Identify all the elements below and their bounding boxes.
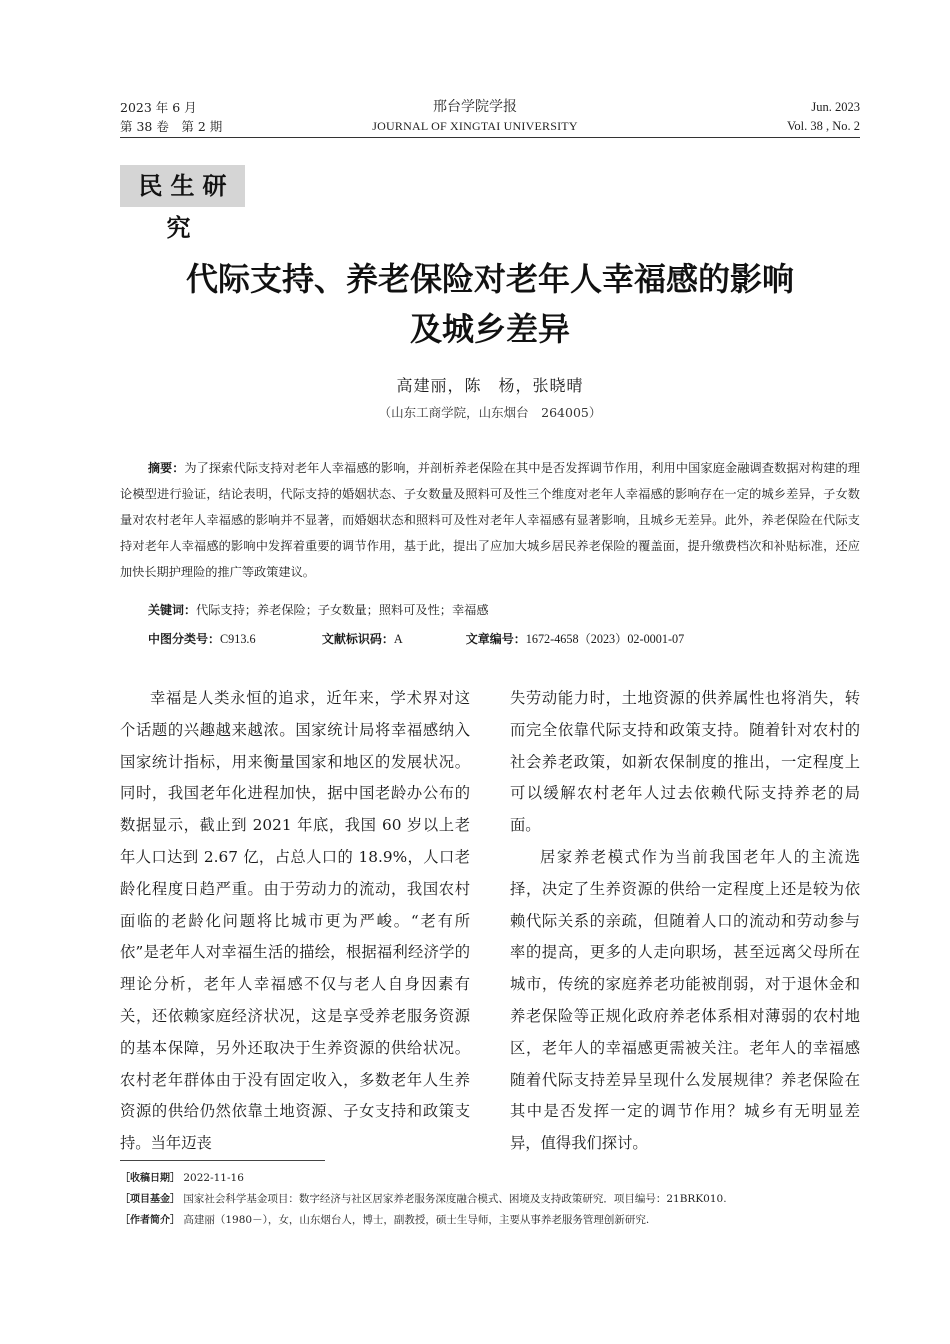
author-bio-label: ［作者简介］ xyxy=(120,1215,180,1226)
keywords-label: 关键词： xyxy=(148,603,197,617)
author-bio-value: 高建丽（1980－），女，山东烟台人，博士，副教授，硕士生导师，主要从事养老服务管理创新研究. xyxy=(183,1214,650,1226)
clc-code xyxy=(148,626,318,652)
article-title xyxy=(120,254,860,354)
footnote-received xyxy=(120,1168,860,1189)
abstract-text: 为了探索代际支持对老年人幸福感的影响，并剖析养老保险在其中是否发挥调节作用，利用中国家庭金融调查数据对构建的理论模型进行验证，结论表明，代际支持的婚姻状态、子女数量及照料可及性三个维度对老年人幸福感的影响存在一定的城乡差异，子女数量对农村老年人幸福感的影响并不显著，而婚姻状态和照料可及性对老年人幸福感有显著影响，且城乡无差异。此外，养老保险在代际支持对老年人幸福感的影响中发挥着重要的调节作用，基于此，提出了应加大城乡居民养老保险的覆盖面，提升缴费档次和补贴标准，还应加快长期护理险的推广等政策建议。 xyxy=(120,461,860,579)
abstract xyxy=(120,455,860,585)
body-paragraph: 失劳动能力时，土地资源的供养属性也将消失，转而完全依靠代际支持和政策支持。随着针对农村的社会养老政策，如新农保制度的推出，一定程度上可以缓解农村老年人过去依赖代际支持养老的局面。 xyxy=(510,689,860,835)
section-tag: 民生研究 xyxy=(120,165,245,207)
article-number xyxy=(466,626,684,652)
journal-date-issue-en xyxy=(787,98,860,136)
doc-label: 文献标识码： xyxy=(321,632,394,646)
fund-label: ［项目基金］ xyxy=(120,1194,180,1205)
body-paragraph: 幸福是人类永恒的追求，近年来，学术界对这个话题的兴趣越来越浓。国家统计局将幸福感纳入国家统计指标，用来衡量国家和地区的发展状况。同时，我国老年化进程加快，据中国老龄办公布的数据显示，截止到 2021 年底，我国 60 岁以上老年人口达到 2.67 亿，占总人口的 18.9%，人口老龄化程度日趋严重。由于劳动力的流动，我国农村面临的老龄化问题将比城市更为严峻。“老有所依”是老年人对幸福生活的描绘，根据福利经济学的理论分析，老年人幸福感不仅与老人自身因素有关，还依赖家庭经济状况，这是享受养老服务资源的基本保障，另外还取决于生养资源的供给状况。农村老年群体由于没有固定收入，多数老年人生养资源的供给仍然依靠土地资源、子女支持和政策支持。当年迈丧 xyxy=(120,689,470,1153)
body-paragraph: 居家养老模式作为当前我国老年人的主流选择，决定了生养资源的供给一定程度上还是较为依赖代际关系的亲疏，但随着人口的流动和劳动参与率的提高，更多的人走向职场，甚至远离父母所在城市，传统的家庭养老功能被削弱，对于退休金和养老保险等正规化政府养老体系相对薄弱的农村地区，老年人的幸福感更需被关注。老年人的幸福感随着代际支持差异呈现什么发展规律？养老保险在其中是否发挥一定的调节作用？城乡有无明显差异，值得我们探讨。 xyxy=(510,847,860,1153)
journal-name xyxy=(330,98,620,136)
received-value: 2022-11-16 xyxy=(183,1172,244,1184)
header-volume: 第 38 卷 第 2 期 xyxy=(120,119,223,134)
footnotes xyxy=(120,1168,860,1231)
authors: 高建丽，陈 杨，张晓晴 xyxy=(396,376,584,395)
article-number-label: 文章编号： xyxy=(465,632,526,646)
abstract-label: 摘要： xyxy=(148,461,185,475)
keywords xyxy=(148,597,489,623)
title-line-1: 代际支持、养老保险对老年人幸福感的影响 xyxy=(185,260,794,298)
footnote-fund xyxy=(120,1189,860,1210)
journal-name-cn: 邢台学院学报 xyxy=(433,99,517,115)
journal-name-en: JOURNAL OF XINGTAI UNIVERSITY xyxy=(372,119,578,133)
clc-value: C913.6 xyxy=(220,632,256,646)
body-column-right xyxy=(510,683,860,1160)
doc-value: A xyxy=(393,632,403,646)
footnote-divider xyxy=(120,1160,325,1161)
body-column-left xyxy=(120,683,470,1160)
received-label: ［收稿日期］ xyxy=(120,1173,180,1184)
journal-date-issue xyxy=(120,98,222,136)
footnote-author xyxy=(120,1210,860,1231)
affiliation: （山东工商学院，山东烟台 264005） xyxy=(378,405,602,420)
title-line-2: 及城乡差异 xyxy=(409,310,570,348)
abstract-paragraph xyxy=(120,455,860,585)
header-date: 2023 年 6 月 xyxy=(120,100,197,115)
clc-label: 中图分类号： xyxy=(148,632,221,646)
header-volume-en: Vol. 38 , No. 2 xyxy=(786,119,860,133)
keywords-text: 代际支持；养老保险；子女数量；照料可及性；幸福感 xyxy=(196,603,489,617)
article-number-value: 1672-4658（2023）02-0001-07 xyxy=(525,632,685,646)
header-date-en: Jun. 2023 xyxy=(811,100,860,114)
doc-code xyxy=(322,626,462,652)
fund-value: 国家社会科学基金项目：数字经济与社区居家养老服务深度融合模式、困境及支持政策研究．项目编号：21BRK010. xyxy=(183,1193,727,1205)
header-divider xyxy=(120,137,860,138)
classification-row xyxy=(148,626,860,652)
